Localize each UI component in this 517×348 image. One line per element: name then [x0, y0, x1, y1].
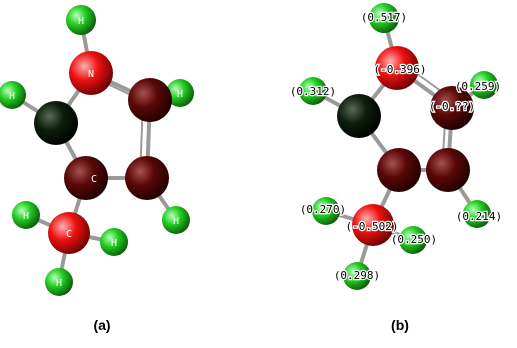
charge-label-methyl-center: (-0.502): [345, 220, 399, 233]
charge-label-n-top: (-0.396): [373, 63, 427, 76]
charge-label-methyl-bottom: (0.298): [333, 269, 381, 282]
carbon-atom-black: [337, 94, 381, 138]
atoms-a: [0, 5, 194, 296]
carbon-atom-right-upper: [128, 78, 172, 122]
charge-label-h-top: (0.517): [360, 11, 408, 24]
carbon-atom-black: [34, 101, 78, 145]
panel-a: [0, 5, 194, 333]
carbon-atom-mid: [377, 148, 421, 192]
charge-label-h-right: (0.259): [454, 80, 502, 93]
atom-label-h-methyl-bottom: H: [55, 278, 63, 289]
atom-label-h-methyl-left: H: [22, 211, 30, 222]
atom-label-c-mid: C: [90, 174, 98, 185]
atom-label-n-top: N: [87, 69, 95, 80]
charge-label-methyl-right: (0.250): [390, 233, 438, 246]
atom-label-h-right: H: [176, 89, 184, 100]
atoms-b: [299, 3, 498, 290]
panel-b-caption: (b): [391, 317, 409, 333]
panel-b: [290, 3, 502, 333]
carbon-atom-mid: [64, 156, 108, 200]
panel-a-caption: (a): [93, 317, 111, 333]
atom-label-h-methyl-right: H: [110, 238, 118, 249]
charge-label-h-low-right: (0.214): [455, 210, 503, 223]
charge-label-h-left: (0.312): [289, 85, 337, 98]
atom-label-c-methyl: C: [65, 229, 73, 240]
charge-label-c-right-upper: (-0.??): [428, 100, 476, 113]
charge-label-methyl-left: (0.270): [299, 203, 347, 216]
atom-label-h-low-right: H: [172, 216, 180, 227]
atom-label-h-left: H: [8, 91, 16, 102]
atom-label-h-top: H: [77, 16, 85, 27]
carbon-atom-right-lower: [125, 156, 169, 200]
carbon-atom-right-lower: [426, 148, 470, 192]
